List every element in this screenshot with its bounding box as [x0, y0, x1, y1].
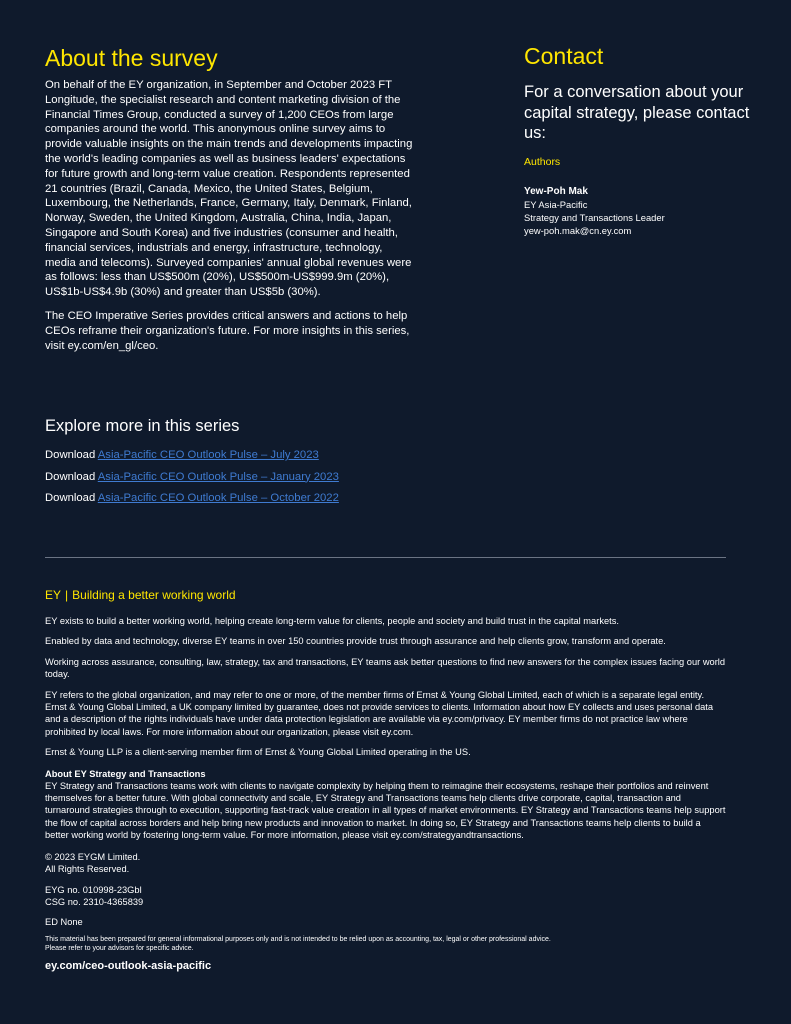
author-email[interactable]: yew-poh.mak@cn.ey.com — [524, 224, 632, 236]
contact-section — [524, 42, 754, 237]
tagline-separator: | — [65, 588, 69, 602]
explore-series-section — [45, 416, 445, 513]
section-divider — [45, 557, 726, 558]
footer — [45, 588, 726, 973]
author-name: Yew-Poh Mak — [524, 185, 588, 197]
download-item — [45, 491, 445, 505]
tagline-text: Building a better working world — [72, 588, 236, 602]
download-item — [45, 470, 445, 484]
survey-paragraph-1: On behalf of the EY organization, in September and October 2023 FT Longitude, the specialist research and content marketing division of the Financial Times Group, conducted a survey of 1,200 CEOs from large companies around the world. This anonymous online survey aims to provide valuable insights on the main trends and developments impacting the world's leading companies as well as business leaders' expectations for future growth and long-term value creation. Respondents represented 21 countries (Brazil, Canada, Mexico, the United States, Belgium, Luxembourg, the Netherlands, France, Germany, Italy, Denmark, Finland, Norway, Sweden, the United Kingdom, Australia, China, India, Japan, Singapore and South Korea) and five industries (consumer and health, financial services, industrials and energy, infrastructure, technology, media and telecoms). Surveyed companies' annual global revenues were as follows: less than US$500m (20%), US$500m-US$999.9m (20%), US$1b-US$4.9b (30%) and greater than US$5b (30%). — [45, 79, 413, 299]
disclaimer-line-2: Please refer to your advisors for specific advice. — [45, 944, 194, 952]
author-region: EY Asia-Pacific — [524, 198, 588, 210]
footer-paragraph-2: Enabled by data and technology, diverse EY teams in over 150 countries provide trust through assurance and help clients grow, transform and operate. — [45, 636, 666, 647]
download-link-january-2023[interactable]: Asia-Pacific CEO Outlook Pulse – January 2023 — [97, 470, 339, 483]
contact-title: Contact — [524, 43, 604, 69]
about-survey-section — [45, 44, 415, 353]
footer-paragraph-1: EY exists to build a better working world, helping create long-term value for clients, people and society and build trust in the capital markets. — [45, 616, 619, 626]
download-prefix: Download — [45, 470, 96, 483]
about-st-title: About EY Strategy and Transactions — [45, 768, 206, 779]
survey-paragraph-2: The CEO Imperative Series provides critical answers and actions to help CEOs reframe their organization's future. For more insights in this series, visit ey.com/en_gl/ceo. — [45, 309, 410, 352]
all-rights: All Rights Reserved. — [45, 864, 130, 875]
download-list — [45, 448, 445, 505]
ey-tagline — [45, 588, 726, 603]
ey-brand: EY — [45, 588, 62, 602]
explore-title: Explore more in this series — [45, 417, 240, 435]
footer-paragraph-3: Working across assurance, consulting, law, strategy, tax and transactions, EY teams ask better questions to find new answers for the complex issues facing our world today. — [45, 656, 726, 680]
contact-heading: For a conversation about your capital strategy, please contact us: — [524, 83, 750, 142]
download-prefix: Download — [45, 449, 96, 461]
disclaimer-line-1: This material has been prepared for general informational purposes only and is not intended to be relied upon as accounting, tax, legal or other professional advice. — [45, 935, 551, 943]
download-link-july-2023[interactable]: Asia-Pacific CEO Outlook Pulse – July 2023 — [97, 449, 319, 461]
eyg-number: EYG no. 010998-23Gbl — [45, 884, 142, 895]
footer-paragraph-5: Ernst & Young LLP is a client-serving member firm of Ernst & Young Global Limited operating in the US. — [45, 747, 471, 758]
authors-label: Authors — [524, 155, 561, 168]
copyright: © 2023 EYGM Limited. — [45, 851, 141, 862]
about-st-body: EY Strategy and Transactions teams work with clients to navigate complexity by helping them to reimagine their ecosystems, reshape their portfolios and reinvent themselves for a better future. With global connectivity and scale, EY Strategy and Transactions teams help clients drive corporate, capital, transaction and turnaround strategies through to execution, supporting fast-track value creation in all types of market environments. EY Strategy and Transactions teams help support the flow of capital across borders and help bring new products and innovation to market. In doing so, EY Strategy and Transactions teams help clients to build a better working world by fostering long-term value. For more information, please visit ey.com/strategyandtransactions. — [45, 780, 726, 841]
footer-paragraph-4: EY refers to the global organization, and may refer to one or more, of the member firms of Ernst & Young Global Limited, each of which is a separate legal entity. Ernst & Young Global Limited, a UK company limited by guarantee, does not provide services to clients. Information about how EY collects and uses personal data and a description of the rights individuals have under data protection legislation are available via ey.com/privacy. EY member firms do not practice law where prohibited by local laws. For more information about our organization, please visit ey.com. — [45, 689, 714, 737]
author-role: Strategy and Transactions Leader — [524, 211, 665, 223]
download-item — [45, 448, 445, 462]
download-link-october-2022[interactable]: Asia-Pacific CEO Outlook Pulse – October 2022 — [97, 492, 339, 504]
about-survey-title: About the survey — [45, 45, 218, 71]
footer-url[interactable]: ey.com/ceo-outlook-asia-pacific — [45, 959, 212, 972]
csg-number: CSG no. 2310-4365839 — [45, 896, 144, 907]
download-prefix: Download — [45, 492, 96, 504]
ed-note: ED None — [45, 917, 83, 928]
